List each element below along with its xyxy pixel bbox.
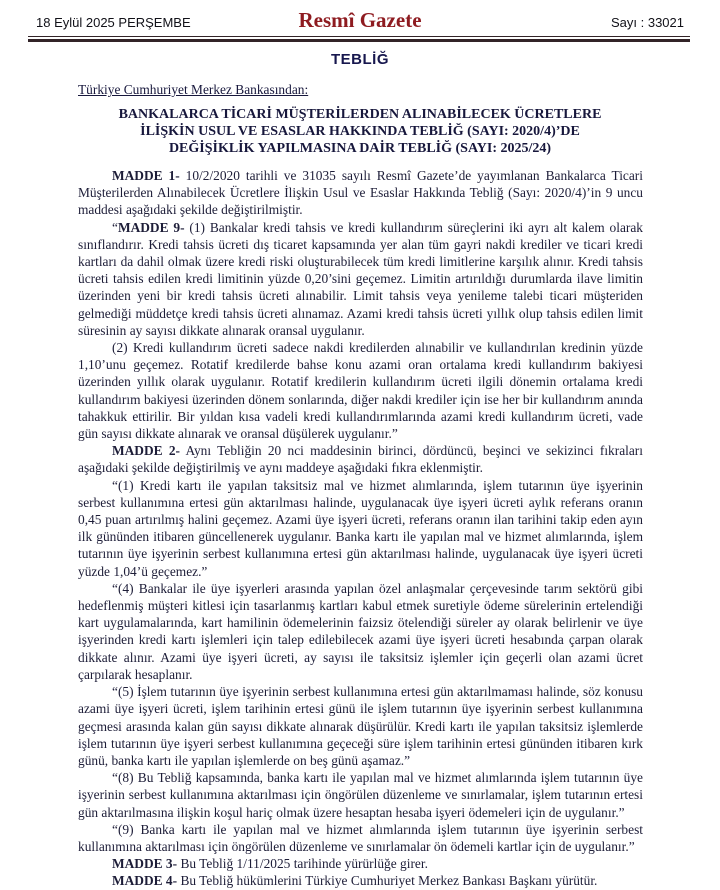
paragraph-fikra-4 [78,580,643,683]
section-heading: TEBLİĞ [331,51,389,68]
publication-date: 18 Eylül 2025 PERŞEMBE [36,15,191,30]
paragraph-text: “(4) Bankalar ile üye işyerleri arasında yapılan özel anlaşmalar çerçevesinde tarım sektörü gibi hedeflenmiş müşteri kitlesi için tasarlanmış kartları kabul etmek suretiyle ödeme sürelerinin ertelendiği kart uygulamalarında, kart hamilinin ödemelerinin faizsiz ötelendiği süreler ay olarak belirlenir ve üye işyerinden kredi kartı işlemleri için talep edilebilecek azami üye işyeri ücreti hesabında çarpan olarak dikkate alınır. Azami üye işyeri ücreti, ay sayısı ile taksitsiz işlemler için geçerli olan azami ücret çarpılarak hesaplanır. [78,580,643,682]
paragraph-madde-3 [78,855,643,872]
issue-number: Sayı : 33021 [611,15,684,30]
paragraph-madde-1 [78,167,643,219]
paragraph-text: (1) Bankalar kredi tahsis ve kredi kullandırım süreçlerini iki ayrı alt kalem olarak sınıflandırır. Kredi tahsis ücreti dış ticaret kapsamında yer alan tüm gayri nakdi krediler ve ticari kredi kartları da dahil olmak üzere kredi riski oluşturabilecek tüm kredi limitlerine karşılık alınır. Kredi tahsis ücreti tahsis edilen kredi limitinin yüzde 0,20’sini geçemez. Limitin artırıldığı durumlarda ilave limitin üzerinden yeni bir kredi tahsis ücreti alınabilir. Limit tahsis veya yenileme talebi ticari müşteriden gelmediği müddetçe kredi tahsis ücreti alınamaz. Azami kredi tahsis ücreti yıllık olup tahsis edilen limit süresinin ay sayısı dikkate alınarak oransal uygulanır. [78,219,643,338]
paragraph-text: Aynı Tebliğin 20 nci maddesinin birinci, dördüncü, beşinci ve sekizinci fıkraları aşağıdaki şekilde değiştirilmiş ve aynı maddeye aşağıdaki fıkra eklenmiştir. [78,443,643,476]
paragraph-fikra-5 [78,683,643,769]
paragraph-fikra-9 [78,821,643,855]
masthead [0,0,720,33]
paragraph-lead: MADDE 1- [112,168,180,183]
paragraph-fikra-8 [78,769,643,821]
gazette-title: Resmî Gazete [298,8,422,32]
paragraph-text: “(8) Bu Tebliğ kapsamında, banka kartı ile yapılan mal ve hizmet alımlarında işlem tutarının üye işyerinin serbest kullanımına aktarılması için öngörülen düzenleme ve sınırlamalar, işlem tutarının ertesi gün aktarılmasına ilişkin koşul hariç olmak üzere hesaptan hesaba işyeri ödemeleri için de uygulanır.” [78,770,643,820]
paragraph-madde-2 [78,442,643,476]
paragraph-madde-4 [78,872,643,889]
paragraph-text: “(5) İşlem tutarının üye işyerinin serbest kullanımına ertesi gün aktarılmaması halinde, söz konusu azami üye işyeri ücreti, işlem tarihinin ertesi günü ile işlem tutarının üye işyerinin serbest kullanımına geçmesi arasında kalan gün sayısı dikkate alınarak düşürülür. Kredi kartı ile yapılan taksitsiz işlemlerde işlem tutarının üye işyeri serbest kullanımına geçeceği süre işlem tarihinin ertesi gününden itibaren kırk günü, banka kartı ile yapılan işlemlerde on beş günü aşamaz.” [78,684,643,768]
paragraph-text: (2) Kredi kullandırım ücreti sadece nakdi kredilerden alınabilir ve kullandırılan kredinin yüzde 1,10’unu geçemez. Rotatif kredilerde bahse konu azami oran ortalama kredi kullandırım bakiyesi üzerinden yıllık olarak uygulanır. Rotatif kredilerin kullandırım ücreti ilgili dönemin ortalama kredi kullandırım bakiyesi üzerinden dönem sonlarında, diğer nakdi krediler için ise her bir kullandırım anında tahakkuk ettirilir. Bir yıldan kısa vadeli kredi kullandırımlarında azami kredi kullandırım ücreti, vade gün sayısı dikkate alınarak ve oransal düşülerek uygulanır.” [78,340,643,442]
paragraph-text: “(1) Kredi kartı ile yapılan taksitsiz mal ve hizmet alımlarında, işlem tutarının üye işyerinin serbest kullanımına ertesi gün aktarılması halinde, uygulanacak üye işyeri ücreti aylık referans oranın 0,45 puan artırılmış halini geçemez. Azami üye işyeri ücreti, referans oranın ilan tarihini takip eden ayın ilk gününden itibaren güncellenerek uygulanır. Banka kartı ile yapılan mal ve hizmet alımlarında, işlem tutarının üye işyerinin serbest kullanımına ertesi gün aktarılması halinde, uygulanacak üye işyeri ücreti yüzde 1,04’ü geçemez.” [78,477,643,579]
paragraph-text: 10/2/2020 tarihli ve 31035 sayılı Resmî Gazete’de yayımlanan Bankalarca Ticari Müşterilerden Alınabilecek Ücretlere İlişkin Usul ve Esaslar Hakkında Tebliğ (Sayı: 2020/4)’in 9 uncu maddesi aşağıdaki şekilde değiştirilmiştir. [78,168,643,218]
doc-title-line-3: DEĞİŞİKLİK YAPILMASINA DAİR TEBLİĞ (SAYI: 2025/24) [168,141,552,156]
doc-title [40,106,680,157]
paragraph-madde-9-f2 [78,339,643,442]
doc-title-line-2: İLİŞKİN USUL VE ESASLAR HAKKINDA TEBLİĞ (SAYI: 2020/4)’DE [140,124,580,139]
paragraph-lead: MADDE 4- [112,873,178,889]
masthead-double-rule [28,36,690,42]
paragraph-text: Bu Tebliğ hükümlerini Türkiye Cumhuriyet Merkez Bankası Başkanı yürütür. [177,873,598,889]
paragraph-lead: MADDE 3- [112,856,178,872]
doc-title-line-1: BANKALARCA TİCARİ MÜŞTERİLERDEN ALINABİLECEK ÜCRETLERE [118,107,602,122]
paragraph-text: “(9) Banka kartı ile yapılan mal ve hizmet alımlarında işlem tutarının üye işyerinin serbest kullanımına aktarılması için öngörülen düzenleme ve sınırlamalar ön ödemeli kartlar için de uygulanır.” [78,821,643,854]
paragraph-text: Bu Tebliğ 1/11/2025 tarihinde yürürlüğe girer. [177,856,428,872]
paragraph-lead: MADDE 2- [112,443,181,459]
paragraph-madde-9-f1 [78,219,643,339]
paragraph-prefix: “ [112,219,118,235]
document-body [78,167,643,890]
paragraph-lead: MADDE 9- [117,219,185,235]
paragraph-fikra-1 [78,477,643,580]
issuer-line: Türkiye Cumhuriyet Merkez Bankasından: [78,82,309,97]
